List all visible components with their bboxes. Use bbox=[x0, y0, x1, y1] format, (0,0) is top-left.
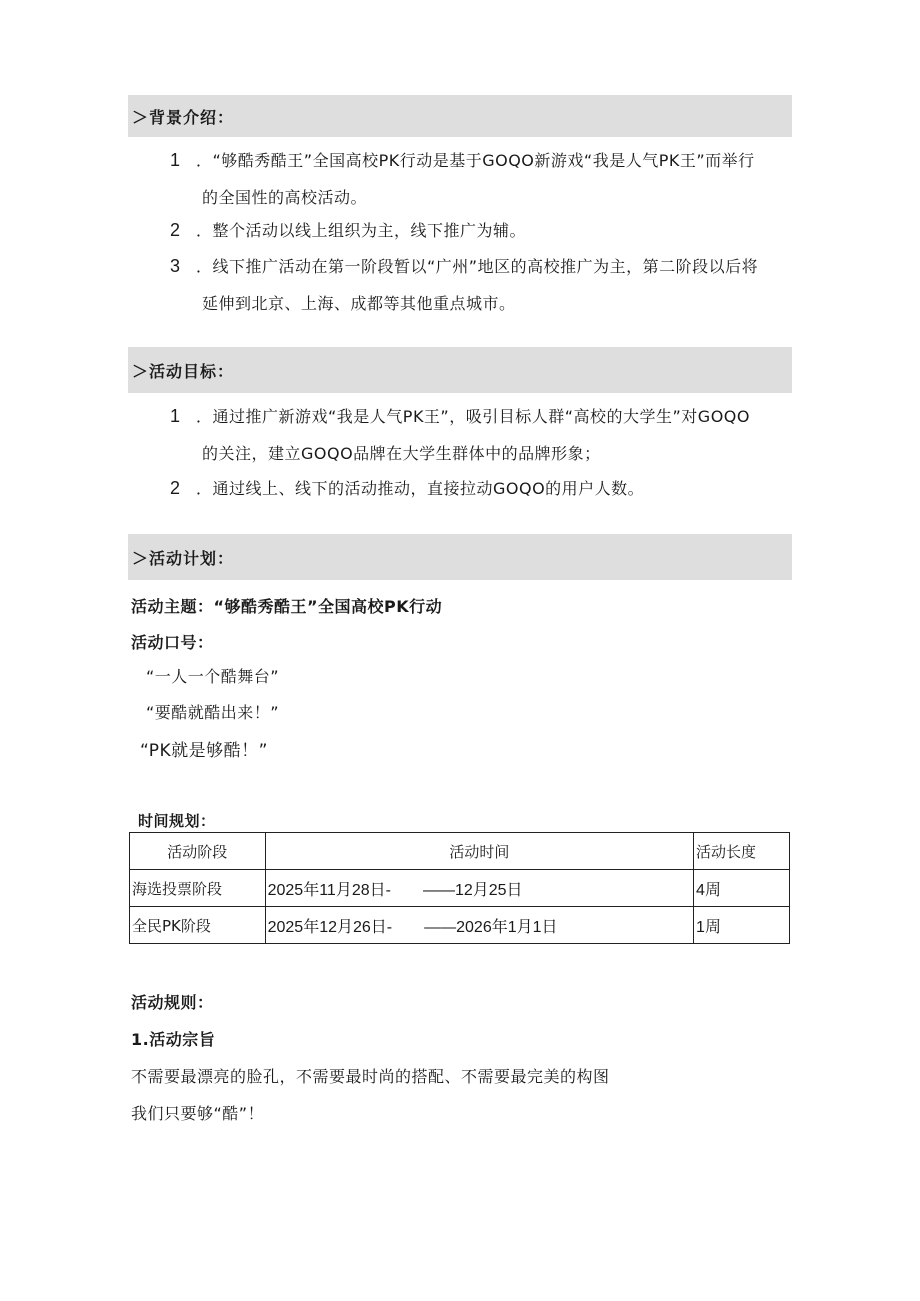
table-row bbox=[130, 870, 790, 907]
item-number: 1 bbox=[170, 406, 181, 426]
section-title: ＞活动计划： bbox=[132, 548, 235, 568]
slogan-2: “要酷就酷出来！” bbox=[146, 703, 280, 722]
cell-stage: 海选投票阶段 bbox=[130, 870, 266, 907]
section-header-plan bbox=[128, 534, 792, 580]
section-header-background bbox=[128, 95, 792, 137]
schedule-table bbox=[129, 832, 790, 944]
table-header-row bbox=[130, 833, 790, 870]
rules-text-1: 不需要最漂亮的脸孔，不需要最时尚的搭配、不需要最完美的构图 bbox=[131, 1067, 610, 1086]
header-stage: 活动阶段 bbox=[130, 833, 266, 870]
item-text-continued: 延伸到北京、上海、成都等其他重点城市。 bbox=[202, 294, 516, 313]
item-text: ．线下推广活动在第一阶段暂以“广州”地区的高校推广为主，第二阶段以后将 bbox=[196, 257, 759, 276]
cell-time: 2025年11月28日- ——12月25日 bbox=[265, 870, 693, 907]
section-title: ＞活动目标： bbox=[132, 361, 235, 381]
rules-subtitle: 1.活动宗旨 bbox=[131, 1030, 216, 1049]
slogan-label: 活动口号： bbox=[131, 633, 214, 652]
cell-time: 2025年12月26日- ——2026年1月1日 bbox=[265, 907, 693, 944]
schedule-label: 时间规划： bbox=[138, 812, 216, 830]
item-text: ．通过推广新游戏“我是人气PK王”，吸引目标人群“高校的大学生”对GOQO bbox=[196, 407, 750, 426]
item-number: 2 bbox=[170, 220, 181, 240]
slogan-1: “一人一个酷舞台” bbox=[146, 667, 280, 686]
section-title: ＞背景介绍： bbox=[132, 107, 235, 127]
list-item bbox=[170, 142, 810, 216]
list-item bbox=[170, 470, 810, 507]
header-length: 活动长度 bbox=[694, 833, 790, 870]
header-time: 活动时间 bbox=[265, 833, 693, 870]
item-text-continued: 的关注，建立GOQO品牌在大学生群体中的品牌形象； bbox=[202, 444, 601, 463]
activity-theme: 活动主题：“够酷秀酷王”全国高校PK行动 bbox=[131, 597, 443, 616]
cell-length: 1周 bbox=[694, 907, 790, 944]
item-text: ．“够酷秀酷王”全国高校PK行动是基于GOQO新游戏“我是人气PK王”而举行 bbox=[196, 151, 755, 170]
slogan-3: “PK就是够酷！” bbox=[140, 741, 268, 761]
table-row bbox=[130, 907, 790, 944]
cell-stage: 全民PK阶段 bbox=[130, 907, 266, 944]
section-header-goals bbox=[128, 347, 792, 393]
rules-text-2: 我们只要够“酷”！ bbox=[131, 1104, 265, 1123]
list-item bbox=[170, 212, 810, 249]
item-text: ．通过线上、线下的活动推动，直接拉动GOQO的用户人数。 bbox=[196, 479, 645, 498]
rules-label: 活动规则： bbox=[131, 993, 214, 1012]
item-text-continued: 的全国性的高校活动。 bbox=[202, 188, 368, 207]
item-number: 2 bbox=[170, 478, 181, 498]
item-text: ．整个活动以线上组织为主，线下推广为辅。 bbox=[196, 221, 527, 240]
list-item bbox=[170, 398, 810, 472]
list-item bbox=[170, 248, 810, 322]
item-number: 1 bbox=[170, 150, 181, 170]
cell-length: 4周 bbox=[694, 870, 790, 907]
item-number: 3 bbox=[170, 256, 181, 276]
